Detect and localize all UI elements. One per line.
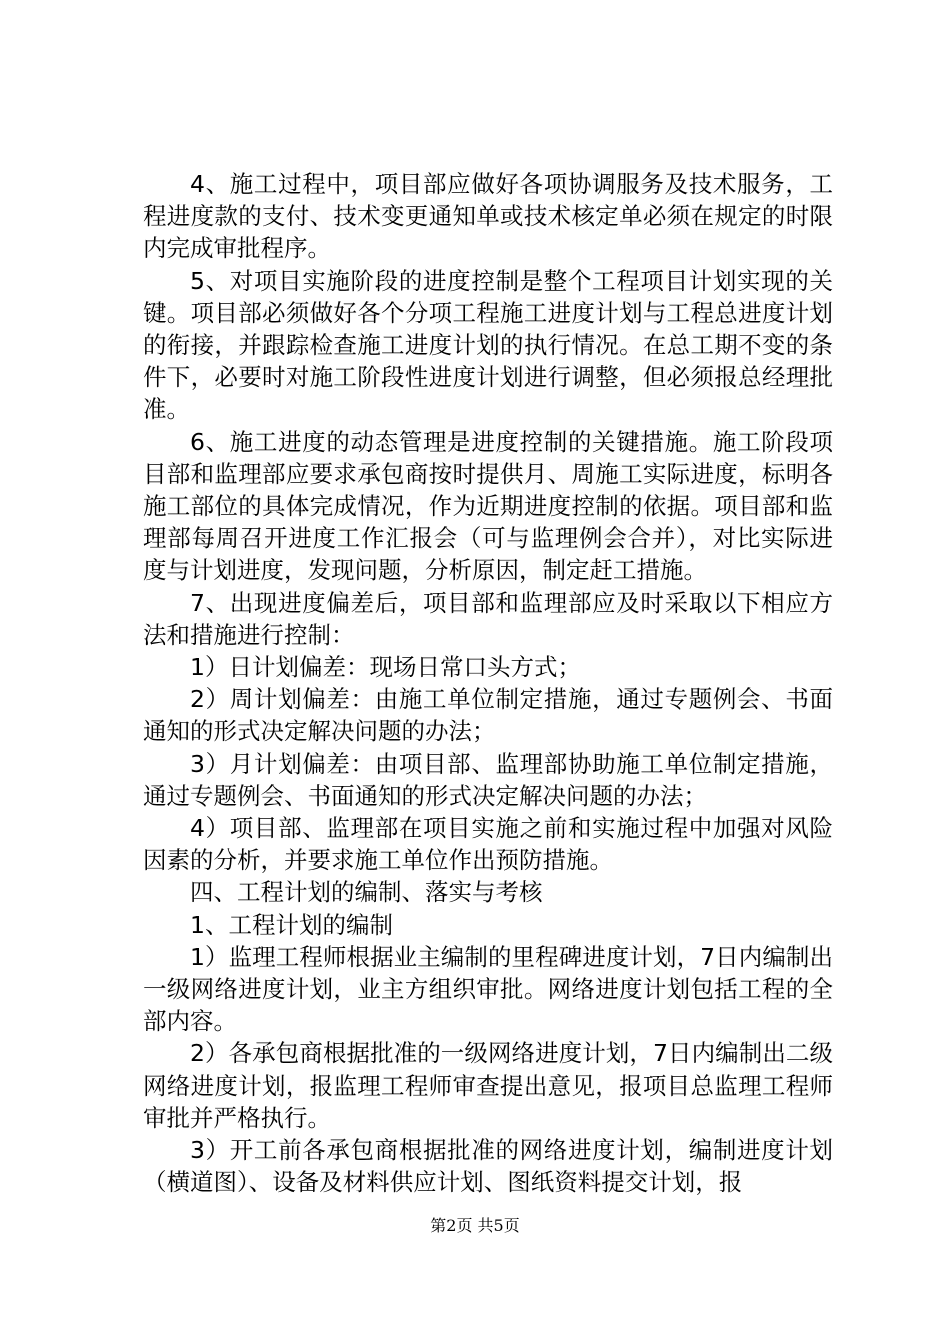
document-body [143,168,833,1199]
paragraph-item-7: 7、出现进度偏差后，项目部和监理部应及时采取以下相应方法和措施进行控制： [143,588,833,649]
section-heading: 四、工程计划的编制、落实与考核 [190,878,543,907]
paragraph-subitem-3: 3）月计划偏差：由项目部、监理部协助施工单位制定措施，通过专题例会、书面通知的形式决定解决问题的办法； [143,749,833,810]
paragraph-subitem-1: 1）日计划偏差：现场日常口头方式； [190,653,581,682]
subsection-heading: 1、工程计划的编制 [190,910,393,939]
paragraph-item-4: 4、施工过程中，项目部应做好各项协调服务及技术服务，工程进度款的支付、技术变更通知单或技术核定单必须在规定的时限内完成审批程序。 [143,170,833,263]
paragraph-item-5: 5、对项目实施阶段的进度控制是整个工程项目计划实现的关键。项目部必须做好各个分项工程施工进度计划与工程总进度计划的衔接，并跟踪检查施工进度计划的执行情况。在总工期不变的条件下，必要时对施工阶段性进度计划进行调整，但必须报总经理批准。 [143,266,833,424]
paragraph-item-6: 6、施工进度的动态管理是进度控制的关键措施。施工阶段项目部和监理部应要求承包商按时提供月、周施工实际进度，标明各施工部位的具体完成情况，作为近期进度控制的依据。项目部和监理部每周召开进度工作汇报会（可与监理例会合并），对比实际进度与计划进度，发现问题，分析原因，制定赶工措施。 [143,427,833,585]
page-number: 第2页 共5页 [430,1216,520,1235]
paragraph-plan-3: 3）开工前各承包商根据批准的网络进度计划，编制进度计划（横道图）、设备及材料供应计划、图纸资料提交计划，报 [143,1136,833,1197]
paragraph-subitem-4: 4）项目部、监理部在项目实施之前和实施过程中加强对风险因素的分析，并要求施工单位作出预防措施。 [143,814,833,875]
paragraph-subitem-2: 2）周计划偏差：由施工单位制定措施，通过专题例会、书面通知的形式决定解决问题的办法； [143,685,833,746]
page-footer [0,1216,950,1236]
paragraph-plan-1: 1）监理工程师根据业主编制的里程碑进度计划，7日内编制出一级网络进度计划，业主方组织审批。网络进度计划包括工程的全部内容。 [143,942,833,1036]
paragraph-plan-2: 2）各承包商根据批准的一级网络进度计划，7日内编制出二级网络进度计划，报监理工程师审查提出意见，报项目总监理工程师审批并严格执行。 [143,1039,833,1132]
